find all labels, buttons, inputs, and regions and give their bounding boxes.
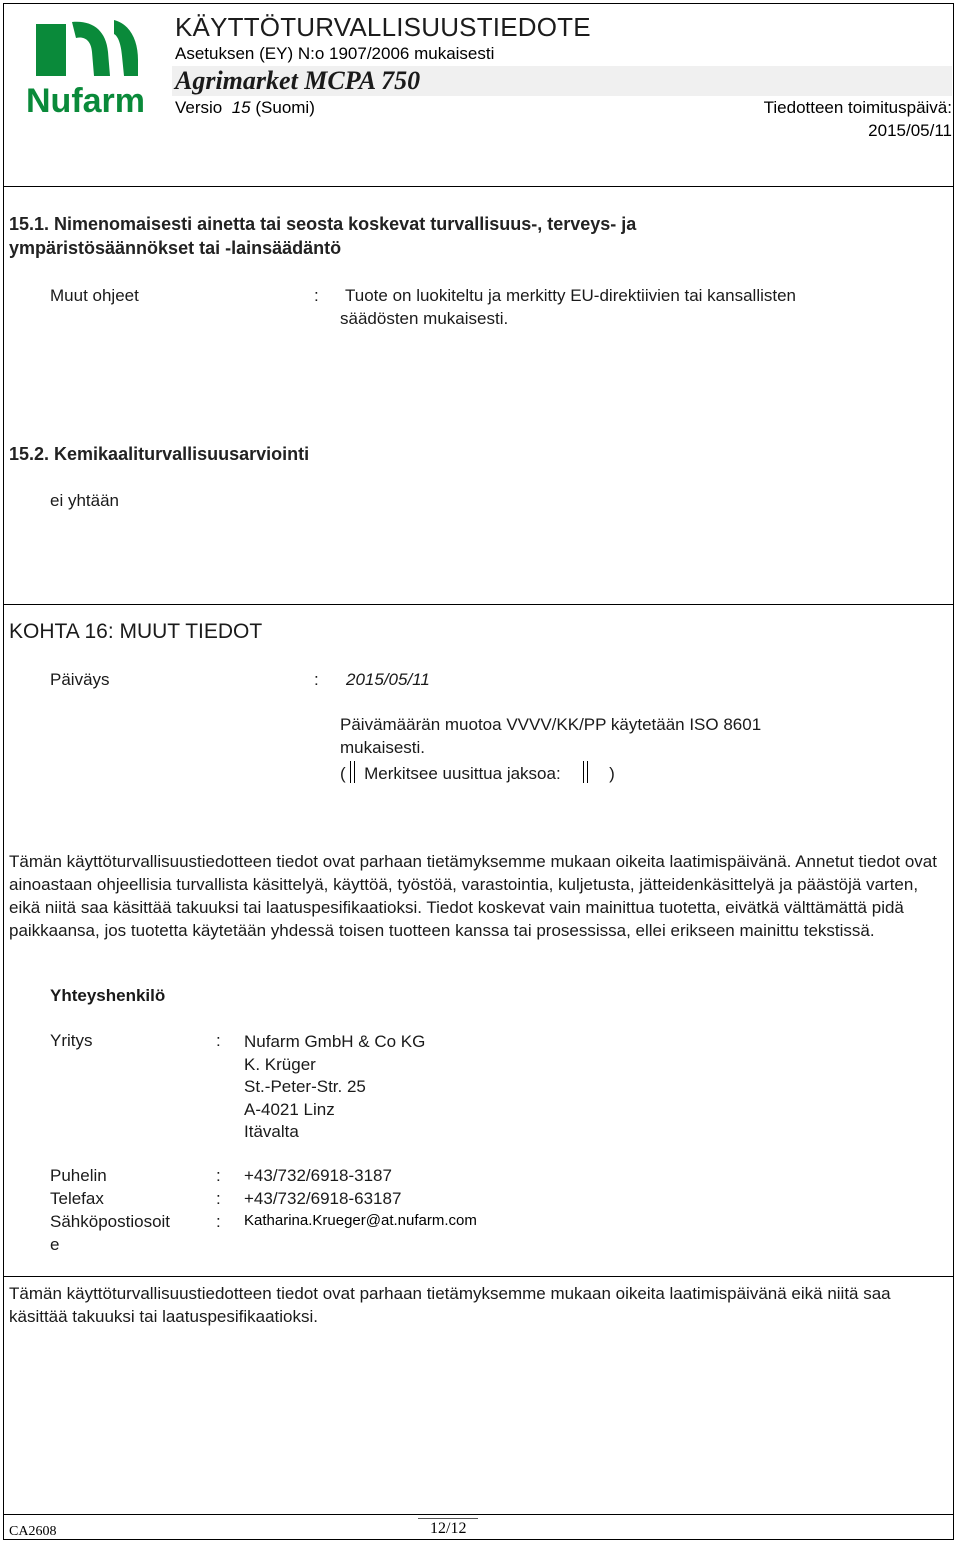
country: Itävalta <box>244 1122 299 1142</box>
document-title: KÄYTTÖTURVALLISUUSTIEDOTE <box>175 12 591 42</box>
version-language: (Suomi) <box>255 98 315 117</box>
section-15-1-title-line2: ympäristösäännökset tai -lainsäädäntö <box>9 238 342 258</box>
date-format-line2: mukaisesti. <box>340 738 426 757</box>
product-name: Agrimarket MCPA 750 <box>175 66 421 95</box>
contact-heading: Yhteyshenkilö <box>50 986 166 1005</box>
phone-label: Puhelin <box>50 1166 107 1185</box>
header-divider <box>3 186 954 187</box>
issue-date: 2015/05/11 <box>868 121 952 140</box>
email-label-line1: Sähköpostiosoit <box>50 1212 171 1231</box>
email-label-line2: e <box>50 1235 60 1254</box>
document-code: CA2608 <box>9 1524 57 1539</box>
company-name: Nufarm GmbH & Co KG <box>244 1032 426 1051</box>
colon: : <box>314 670 319 689</box>
colon: : <box>314 286 319 305</box>
final-note: Tämän käyttöturvallisuustiedotteen tiedot ovat parhaan tietämyksemme mukaan oikeita laatimispäivänä eikä niitä saa käsittää takuuksi tai laatuspesifikaatioksi. <box>9 1284 891 1326</box>
page-number-rule <box>418 1518 478 1519</box>
company-label: Yritys <box>50 1031 93 1050</box>
nufarm-logo <box>22 16 148 120</box>
other-instructions-label: Muut ohjeet <box>50 286 139 305</box>
other-instructions-text-line1: Tuote on luokiteltu ja merkitty EU-direktiivien tai kansallisten <box>345 286 797 305</box>
version-line <box>175 98 315 118</box>
other-instructions-text-line2: säädösten mukaisesti. <box>340 309 509 328</box>
date-format-line1: Päivämäärän muotoa VVVV/KK/PP käytetään ISO 8601 <box>340 715 762 734</box>
nufarm-logo-text: Nufarm <box>26 82 146 120</box>
fax-number: +43/732/6918-63187 <box>244 1189 402 1208</box>
colon: : <box>216 1189 221 1208</box>
postal-city: A-4021 Linz <box>244 1099 335 1119</box>
issue-date-label: Tiedotteen toimituspäivä: <box>763 98 952 117</box>
section-16-title: KOHTA 16: MUUT TIEDOT <box>9 620 263 643</box>
close-paren: ) <box>609 764 615 783</box>
section-15-1-title-line1: 15.1. Nimenomaisesti ainetta tai seosta koskevat turvallisuus-, terveys- ja <box>9 214 637 234</box>
section-divider <box>3 604 954 605</box>
section-15-2-title: 15.2. Kemikaaliturvallisuusarviointi <box>9 444 310 464</box>
revision-bar <box>354 761 355 783</box>
revision-bar <box>350 761 351 783</box>
date-label: Päiväys <box>50 670 110 689</box>
phone-number: +43/732/6918-3187 <box>244 1166 392 1185</box>
street-address: St.-Peter-Str. 25 <box>244 1077 366 1097</box>
version-label: Versio <box>175 98 223 117</box>
colon: : <box>216 1166 221 1185</box>
revised-section-note <box>340 761 615 784</box>
company-address <box>244 1031 425 1144</box>
page-number: 12/12 <box>430 1520 467 1537</box>
footer-divider <box>3 1514 954 1515</box>
date-value: 2015/05/11 <box>346 670 430 689</box>
contact-divider <box>3 1276 954 1277</box>
revision-bar <box>583 761 584 783</box>
fax-label: Telefax <box>50 1189 104 1208</box>
email-address: Katharina.Krueger@at.nufarm.com <box>244 1212 477 1229</box>
revised-text: Merkitsee uusittua jaksoa: <box>364 764 561 783</box>
version-number: 15 <box>231 98 251 117</box>
colon: : <box>216 1212 221 1231</box>
regulation-text: Asetuksen (EY) N:o 1907/2006 mukaisesti <box>175 44 495 63</box>
disclaimer-paragraph: Tämän käyttöturvallisuustiedotteen tiedot ovat parhaan tietämyksemme mukaan oikeita laatimispäivänä. Annetut tiedot ovat ainoastaan ohjeellisia turvallista käsittelyä, käyttöä, työstöä, varastointia, kuljetusta, jätteidenkäsittelyä ja päästöjä varten, eikä niitä saa käsittää takuuksi tai laatuspesifikaatioksi. Tiedot koskevat vain mainittua tuotetta, eivätkä välttämättä pidä paikkaansa, jos tuotetta käytetään yhdessä toisen tuotteen kanssa tai prosessissa, ellei erikseen mainittu tekstissä. <box>9 852 937 940</box>
open-paren: ( <box>340 764 346 783</box>
revision-bar <box>587 761 588 783</box>
contact-person: K. Krüger <box>244 1054 316 1074</box>
chemical-safety-assessment-text: ei yhtään <box>50 491 119 510</box>
colon: : <box>216 1031 221 1050</box>
